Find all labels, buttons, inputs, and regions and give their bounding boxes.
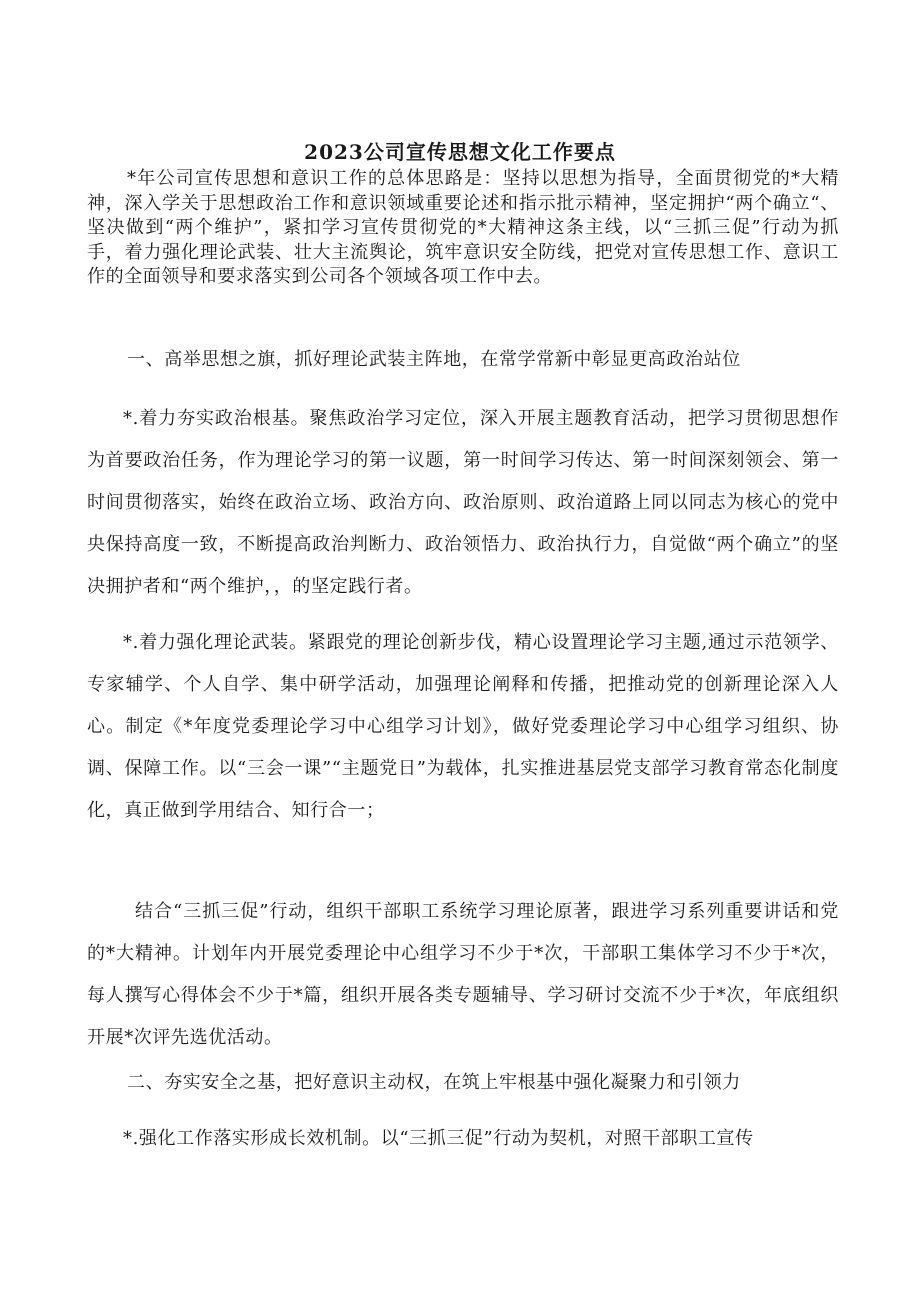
- document-title: 2023公司宣传思想文化工作要点: [304, 140, 616, 164]
- section-1-paragraph-2: *.着力强化理论武装。紧跟党的理论创新步伐，精心设置理论学习主题,通过示范领学、专家辅学、个人自学、集中研学活动，加强理论阐释和传播，把推动党的创新理论深入人心。制定《*年度党委理论学习中心组学习计划》，做好党委理论学习中心组学习组织、协调、保障工作。以“三会一课”“主题党日”为载体，扎实推进基层党支部学习教育常态化制度化，真正做到学用结合、知行合一；: [87, 632, 839, 821]
- section-1-heading: 一、高举思想之旗，抓好理论武装主阵地，在常学常新中彰显更高政治站位: [127, 349, 741, 370]
- section-1-paragraph-3: 结合“三抓三促”行动，组织干部职工系统学习理论原著，跟进学习系列重要讲话和党的*大精神。计划年内开展党委理论中心组学习不少于*次，干部职工集体学习不少于*次，每人撰写心得体会不少于*篇，组织开展各类专题辅导、学习研讨交流不少于*次，年底组织开展*次评先选优活动。: [87, 901, 839, 1048]
- intro-paragraph: *年公司宣传思想和意识工作的总体思路是：坚持以思想为指导，全面贯彻党的*大精神，深入学关于思想政治工作和意识领域重要论述和指示批示精神，坚定拥护“两个确立“、坚决做到“两个维护”，紧扣学习宣传贯彻党的*大精神这条主线，以“三抓三促”行动为抓手，着力强化理论武装、壮大主流舆论，筑牢意识安全防线，把党对宣传思想工作、意识工作的全面领导和要求落实到公司各个领域各项工作中去。: [87, 168, 839, 287]
- section-2-paragraph-1: *.强化工作落实形成长效机制。以“三抓三促”行动为契机，对照干部职工宣传: [123, 1128, 754, 1149]
- section-2-heading: 二、夯实安全之基，把好意识主动权，在筑上牢根基中强化凝聚力和引领力: [127, 1072, 741, 1093]
- section-1-paragraph-1: *.着力夯实政治根基。聚焦政治学习定位，深入开展主题教育活动，把学习贯彻思想作为首要政治任务，作为理论学习的第一议题，第一时间学习传达、第一时间深刻领会、第一时间贯彻落实，始终在政治立场、政治方向、政治原则、政治道路上同以同志为核心的党中央保持高度一致，不断提高政治判断力、政治领悟力、政治执行力，自觉做“两个确立”的坚决拥护者和“两个维护，，的坚定践行者。: [87, 408, 839, 597]
